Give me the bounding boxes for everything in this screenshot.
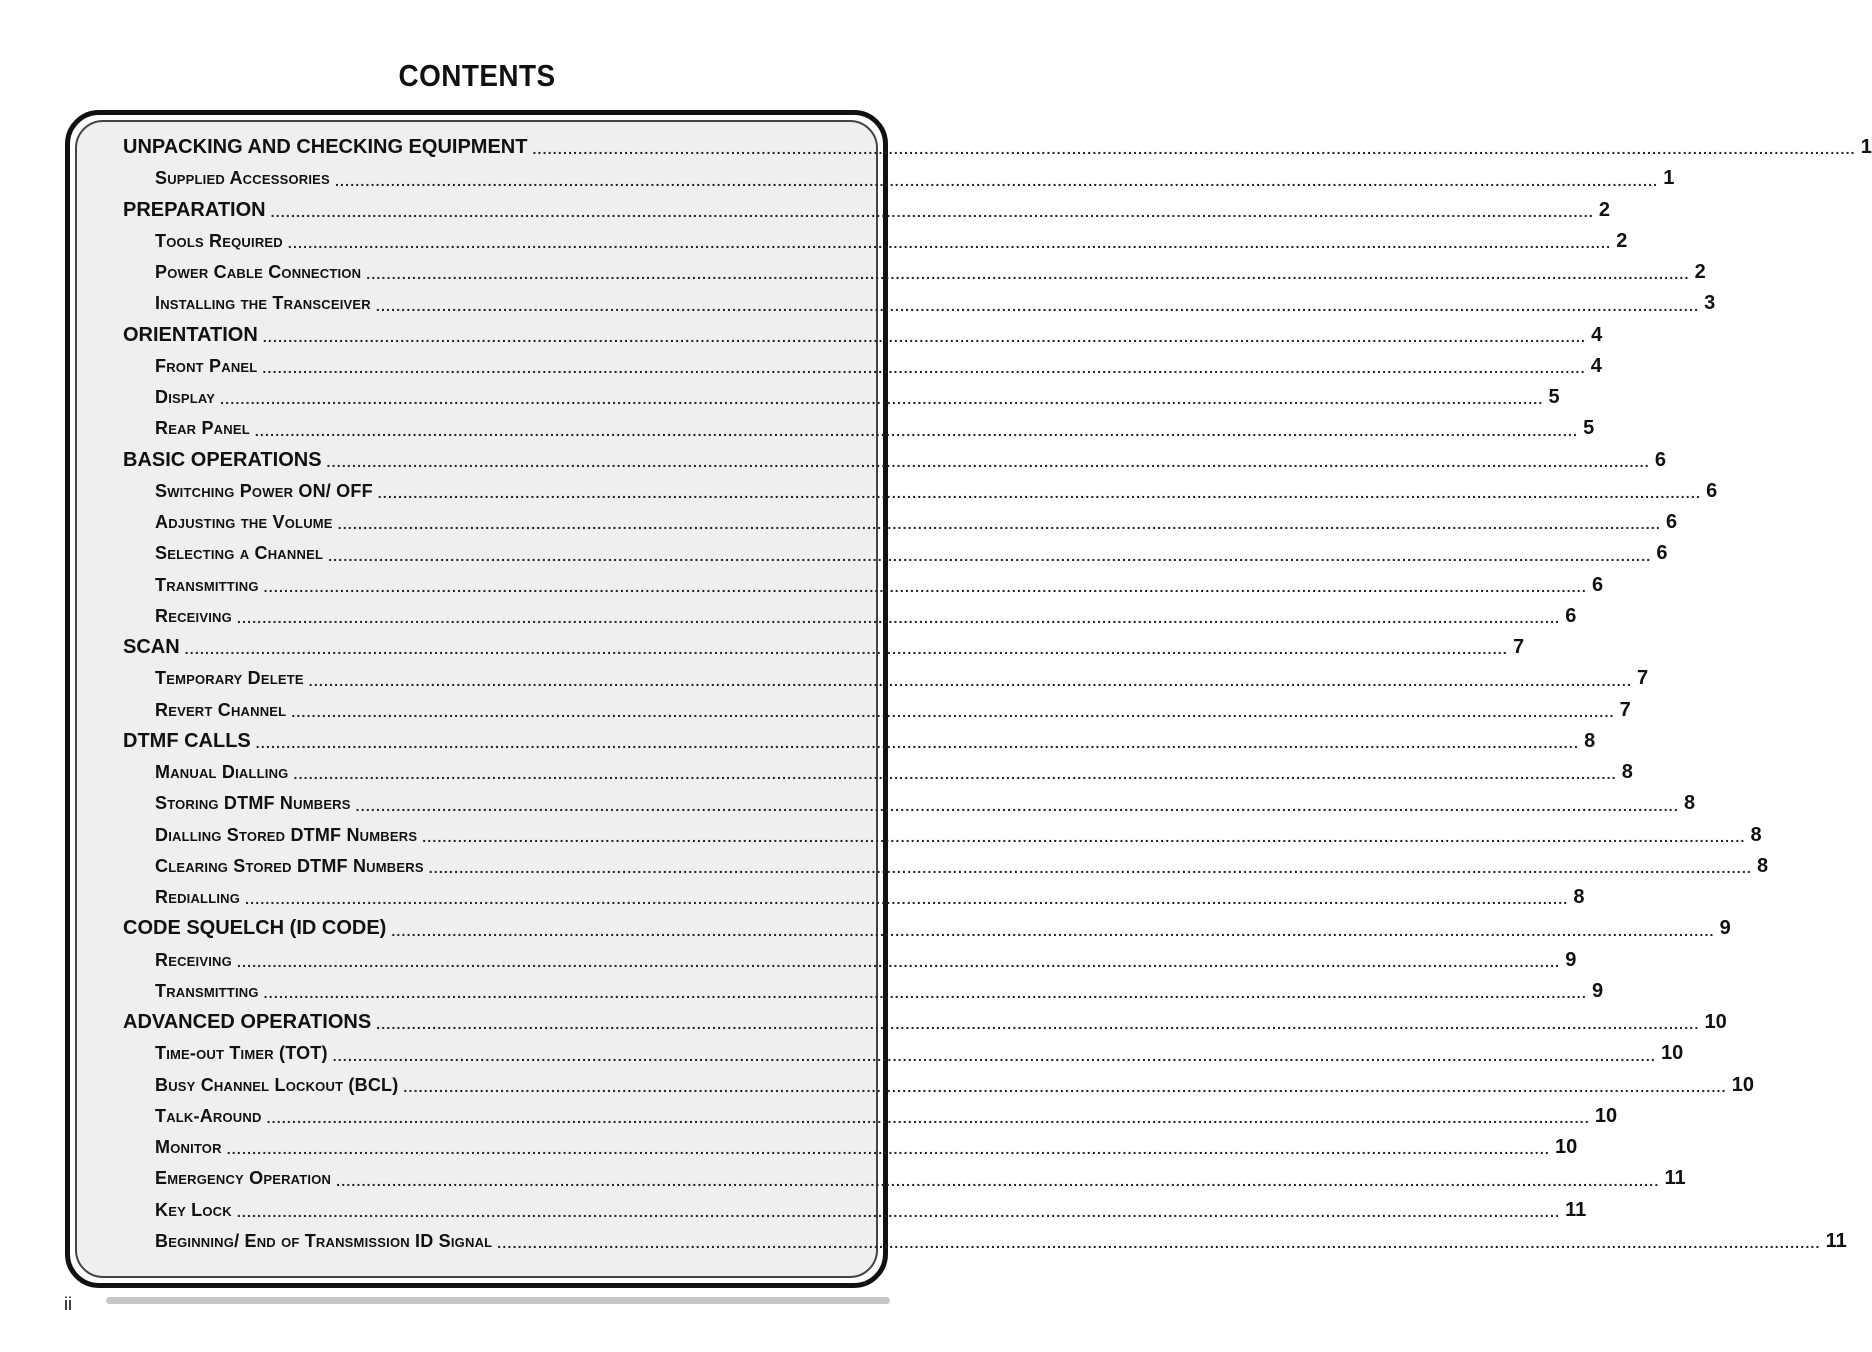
toc-entry-page: 11 bbox=[1664, 1167, 1686, 1190]
toc-entry-title: Emergency Operation bbox=[155, 1168, 332, 1189]
toc-dot-leader: .................................................................................................................................................................................................................................................................... bbox=[262, 360, 1586, 376]
toc-entry-page: 4 bbox=[1591, 323, 1603, 346]
toc-entry-title: Clearing Stored DTMF Numbers bbox=[155, 855, 424, 876]
toc-dot-leader: .................................................................................................................................................................................................................................................................... bbox=[270, 203, 1594, 220]
toc-entry-page: 10 bbox=[1731, 1073, 1754, 1096]
toc-entry-page: 9 bbox=[1591, 979, 1604, 1002]
toc-entry-page: 10 bbox=[1594, 1104, 1618, 1127]
toc-entry-title: DTMF CALLS bbox=[123, 729, 251, 752]
toc-entry-page: 6 bbox=[1706, 479, 1718, 502]
toc-subsection-entry bbox=[123, 1101, 1618, 1132]
toc-subsection-entry bbox=[123, 695, 1631, 726]
toc-entry-title: Manual Dialling bbox=[155, 762, 289, 783]
toc-subsection-entry bbox=[123, 788, 1696, 819]
toc-entry-title: ORIENTATION bbox=[123, 323, 258, 346]
toc-entry-title: BASIC OPERATIONS bbox=[123, 448, 322, 471]
toc-subsection-entry bbox=[123, 257, 1706, 288]
toc-entry-page: 3 bbox=[1704, 292, 1716, 315]
toc-entry-title: Beginning/ End of Transmission ID Signal bbox=[155, 1230, 493, 1251]
toc-dot-leader: .................................................................................................................................................................................................................................................................... bbox=[255, 735, 1580, 751]
toc-entry-page: 6 bbox=[1565, 604, 1577, 627]
toc-entry-title: Receiving bbox=[155, 605, 232, 626]
toc-entry-title: Talk-Around bbox=[155, 1105, 262, 1126]
toc-subsection-entry bbox=[123, 1226, 1847, 1257]
toc-dot-leader: .................................................................................................................................................................................................................................................................... bbox=[326, 453, 1650, 470]
toc-entry-title: Tools Required bbox=[155, 230, 283, 251]
toc-subsection-entry bbox=[123, 538, 1668, 569]
toc-entry-page: 6 bbox=[1666, 511, 1678, 534]
toc-dot-leader: .................................................................................................................................................................................................................................................................... bbox=[532, 141, 1856, 158]
toc-subsection-entry bbox=[123, 851, 1769, 882]
toc-entry-page: 10 bbox=[1704, 1011, 1727, 1034]
toc-entry-title: Temporary Delete bbox=[155, 668, 304, 689]
toc-entry-page: 8 bbox=[1757, 854, 1769, 877]
page-title: CONTENTS bbox=[398, 58, 556, 93]
toc-dot-leader: .................................................................................................................................................................................................................................................................... bbox=[366, 266, 1690, 283]
toc-dot-leader: .................................................................................................................................................................................................................................................................... bbox=[293, 766, 1617, 783]
toc-entry-title: SCAN bbox=[123, 636, 180, 659]
toc-dot-leader: .................................................................................................................................................................................................................................................................... bbox=[291, 703, 1615, 720]
toc-section-entry bbox=[123, 132, 1872, 163]
toc-entry-title: Rear Panel bbox=[155, 418, 250, 439]
toc-entry-page: 6 bbox=[1654, 448, 1666, 471]
toc-subsection-entry bbox=[123, 663, 1649, 694]
toc-section-entry bbox=[123, 726, 1596, 757]
footer-rule bbox=[106, 1297, 890, 1304]
toc-entry-title: Revert Channel bbox=[155, 699, 287, 720]
toc-subsection-entry bbox=[123, 820, 1762, 851]
toc-subsection-entry bbox=[123, 382, 1560, 413]
toc-entry-page: 10 bbox=[1661, 1042, 1684, 1065]
toc-entry-title: Selecting a Channel bbox=[155, 543, 324, 564]
toc-dot-leader: .................................................................................................................................................................................................................................................................... bbox=[184, 641, 1508, 658]
toc-dot-leader: .................................................................................................................................................................................................................................................................... bbox=[403, 1078, 1727, 1095]
toc-dot-leader: .................................................................................................................................................................................................................................................................... bbox=[376, 1016, 1700, 1033]
toc-dot-leader: .................................................................................................................................................................................................................................................................... bbox=[375, 297, 1700, 314]
toc-entry-page: 7 bbox=[1512, 636, 1525, 659]
toc-subsection-entry bbox=[123, 1132, 1578, 1163]
toc-entry-page: 10 bbox=[1555, 1136, 1578, 1159]
toc-section-entry bbox=[123, 195, 1611, 226]
toc-dot-leader: .................................................................................................................................................................................................................................................................... bbox=[355, 797, 1679, 814]
toc-entry-title: Transmitting bbox=[155, 574, 259, 595]
table-of-contents bbox=[123, 132, 1872, 1257]
toc-dot-leader: .................................................................................................................................................................................................................................................................... bbox=[220, 391, 1544, 408]
toc-entry-page: 2 bbox=[1616, 229, 1628, 252]
toc-dot-leader: .................................................................................................................................................................................................................................................................... bbox=[236, 953, 1561, 970]
toc-dot-leader: .................................................................................................................................................................................................................................................................... bbox=[236, 1203, 1561, 1220]
toc-entry-page: 8 bbox=[1573, 886, 1585, 909]
toc-entry-title: Supplied Accessories bbox=[155, 168, 330, 189]
toc-subsection-entry bbox=[123, 1070, 1754, 1101]
toc-dot-leader: .................................................................................................................................................................................................................................................................... bbox=[428, 860, 1753, 876]
toc-entry-title: Power Cable Connection bbox=[155, 262, 362, 283]
toc-entry-title: Display bbox=[155, 387, 216, 408]
toc-dot-leader: .................................................................................................................................................................................................................................................................... bbox=[266, 1110, 1590, 1126]
toc-dot-leader: .................................................................................................................................................................................................................................................................... bbox=[422, 828, 1746, 845]
toc-entry-title: Switching Power ON/ OFF bbox=[155, 480, 373, 501]
toc-entry-page: 8 bbox=[1750, 823, 1762, 846]
toc-entry-title: ADVANCED OPERATIONS bbox=[123, 1011, 372, 1034]
toc-entry-page: 9 bbox=[1719, 917, 1731, 940]
toc-subsection-entry bbox=[123, 882, 1585, 913]
toc-entry-title: Storing DTMF Numbers bbox=[155, 793, 351, 814]
toc-entry-title: Installing the Transceiver bbox=[155, 293, 371, 314]
toc-dot-leader: .................................................................................................................................................................................................................................................................... bbox=[497, 1235, 1821, 1251]
toc-entry-title: Dialling Stored DTMF Numbers bbox=[155, 824, 418, 845]
toc-entry-page: 7 bbox=[1637, 667, 1649, 690]
toc-subsection-entry bbox=[123, 570, 1604, 601]
toc-section-entry bbox=[123, 320, 1603, 351]
toc-dot-leader: .................................................................................................................................................................................................................................................................... bbox=[254, 422, 1579, 439]
toc-entry-title: Monitor bbox=[155, 1137, 222, 1158]
toc-entry-title: UNPACKING AND CHECKING EQUIPMENT bbox=[123, 136, 528, 159]
toc-subsection-entry bbox=[123, 351, 1602, 382]
toc-dot-leader: .................................................................................................................................................................................................................................................................... bbox=[263, 985, 1587, 1001]
toc-entry-page: 8 bbox=[1683, 792, 1696, 815]
toc-subsection-entry bbox=[123, 163, 1675, 194]
toc-dot-leader: .................................................................................................................................................................................................................................................................... bbox=[263, 578, 1587, 595]
toc-dot-leader: .................................................................................................................................................................................................................................................................... bbox=[308, 672, 1633, 689]
toc-entry-page: 2 bbox=[1694, 261, 1706, 284]
toc-entry-page: 6 bbox=[1591, 573, 1604, 596]
toc-subsection-entry bbox=[123, 1038, 1684, 1069]
toc-dot-leader: .................................................................................................................................................................................................................................................................... bbox=[336, 1172, 1660, 1189]
toc-dot-leader: .................................................................................................................................................................................................................................................................... bbox=[226, 1141, 1551, 1158]
toc-dot-leader: .................................................................................................................................................................................................................................................................... bbox=[334, 172, 1659, 189]
toc-entry-title: Busy Channel Lockout (BCL) bbox=[155, 1074, 399, 1095]
toc-section-entry bbox=[123, 632, 1525, 663]
toc-entry-title: Time-out Timer (TOT) bbox=[155, 1043, 328, 1064]
toc-entry-page: 5 bbox=[1548, 386, 1560, 409]
toc-entry-title: Front Panel bbox=[155, 355, 258, 376]
toc-dot-leader: .................................................................................................................................................................................................................................................................... bbox=[236, 610, 1561, 626]
toc-subsection-entry bbox=[123, 757, 1633, 788]
toc-entry-page: 8 bbox=[1621, 761, 1633, 784]
toc-section-entry bbox=[123, 445, 1666, 476]
toc-dot-leader: .................................................................................................................................................................................................................................................................... bbox=[332, 1047, 1657, 1064]
toc-entry-title: Adjusting the Volume bbox=[155, 512, 333, 533]
toc-entry-title: Receiving bbox=[155, 949, 232, 970]
footer-page-number: ii bbox=[64, 1294, 72, 1314]
toc-subsection-entry bbox=[123, 945, 1577, 976]
toc-entry-title: CODE SQUELCH (ID CODE) bbox=[123, 917, 387, 940]
toc-dot-leader: .................................................................................................................................................................................................................................................................... bbox=[287, 235, 1612, 251]
toc-subsection-entry bbox=[123, 976, 1604, 1007]
toc-section-entry bbox=[123, 913, 1731, 944]
toc-entry-page: 11 bbox=[1565, 1198, 1587, 1221]
toc-entry-page: 1 bbox=[1860, 136, 1872, 159]
toc-dot-leader: .................................................................................................................................................................................................................................................................... bbox=[337, 516, 1661, 533]
toc-dot-leader: .................................................................................................................................................................................................................................................................... bbox=[377, 485, 1702, 501]
toc-entry-title: PREPARATION bbox=[123, 198, 266, 221]
toc-dot-leader: .................................................................................................................................................................................................................................................................... bbox=[328, 547, 1652, 564]
toc-entry-page: 5 bbox=[1583, 417, 1595, 440]
toc-subsection-entry bbox=[123, 476, 1718, 507]
toc-subsection-entry bbox=[123, 601, 1577, 632]
toc-subsection-entry bbox=[123, 226, 1628, 257]
toc-entry-page: 6 bbox=[1656, 542, 1668, 565]
toc-entry-page: 11 bbox=[1825, 1229, 1847, 1252]
toc-dot-leader: .................................................................................................................................................................................................................................................................... bbox=[245, 891, 1569, 908]
toc-entry-page: 2 bbox=[1598, 198, 1611, 221]
toc-subsection-entry bbox=[123, 1195, 1587, 1226]
toc-dot-leader: .................................................................................................................................................................................................................................................................... bbox=[391, 922, 1715, 939]
toc-subsection-entry bbox=[123, 507, 1678, 538]
toc-entry-title: Redialling bbox=[155, 887, 241, 908]
toc-entry-title: Transmitting bbox=[155, 980, 259, 1001]
toc-subsection-entry bbox=[123, 288, 1716, 319]
toc-entry-page: 1 bbox=[1663, 167, 1675, 190]
toc-entry-page: 9 bbox=[1565, 948, 1577, 971]
toc-dot-leader: .................................................................................................................................................................................................................................................................... bbox=[262, 328, 1587, 345]
toc-entry-page: 4 bbox=[1590, 354, 1602, 377]
toc-section-entry bbox=[123, 1007, 1727, 1038]
toc-subsection-entry bbox=[123, 1163, 1686, 1194]
toc-subsection-entry bbox=[123, 413, 1595, 444]
toc-entry-page: 8 bbox=[1584, 729, 1596, 752]
toc-entry-title: Key Lock bbox=[155, 1199, 232, 1220]
toc-entry-page: 7 bbox=[1619, 698, 1631, 721]
